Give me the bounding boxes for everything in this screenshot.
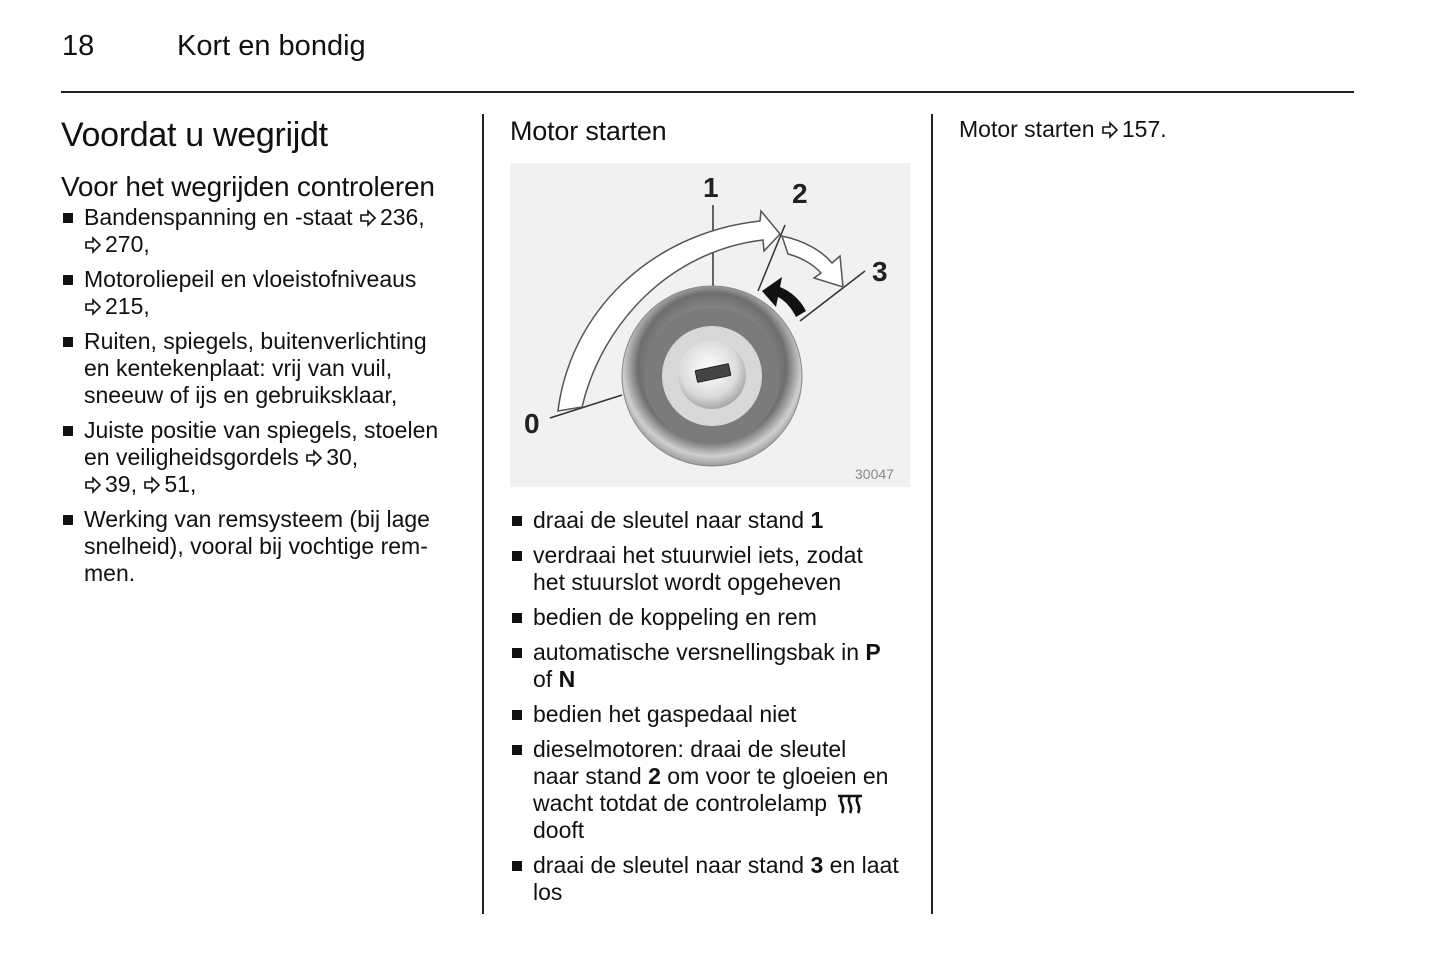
item-text: en veiligheidsgordels xyxy=(84,444,299,470)
list-item xyxy=(510,852,910,906)
checklist xyxy=(61,204,471,587)
item-text: sneeuw of ijs en gebruiksklaar, xyxy=(84,382,398,408)
section-subtitle: Voor het wegrijden controleren xyxy=(61,171,435,202)
item-text: en laat xyxy=(829,852,899,878)
page-title: Kort en bondig xyxy=(177,30,366,62)
list-item xyxy=(61,417,471,498)
item-text: draai de sleutel naar stand xyxy=(533,507,805,533)
reference-text: Motor starten xyxy=(959,116,1095,142)
list-item xyxy=(510,507,910,534)
item-text: verdraai het stuurwiel iets, zodat xyxy=(533,542,863,568)
column-before-driving xyxy=(61,114,471,595)
item-text: en kentekenplaat: vrij van vuil, xyxy=(84,355,393,381)
ignition-diagram xyxy=(510,163,910,487)
item-bold: 3 xyxy=(810,852,824,878)
list-item xyxy=(510,639,910,693)
page-ref[interactable]: 157. xyxy=(1121,116,1167,142)
page-ref-icon xyxy=(305,449,323,467)
item-text: dieselmotoren: draai de sleutel xyxy=(533,736,847,762)
item-text: bedien het gaspedaal niet xyxy=(533,701,797,727)
list-item xyxy=(61,266,471,320)
list-item xyxy=(510,604,910,631)
item-text: om voor te gloeien en xyxy=(667,763,889,789)
list-item xyxy=(510,736,910,844)
page-ref-icon xyxy=(1101,121,1119,139)
item-text: dooft xyxy=(533,817,585,843)
item-text: wacht totdat de controlelamp xyxy=(533,790,828,816)
item-bold: P xyxy=(865,639,881,665)
page-ref[interactable]: 215, xyxy=(105,293,150,319)
list-item xyxy=(510,542,910,596)
page-ref-icon xyxy=(359,209,377,227)
item-text: draai de sleutel naar stand xyxy=(533,852,805,878)
item-text: Ruiten, spiegels, buitenverlichting xyxy=(84,328,427,354)
position-label-3: 3 xyxy=(872,256,888,287)
column-engine-start xyxy=(510,114,910,914)
page-number: 18 xyxy=(62,30,95,62)
page-ref-icon xyxy=(84,476,102,494)
page-ref[interactable]: 236, xyxy=(379,204,425,230)
page-ref[interactable]: 39, xyxy=(105,471,137,497)
item-text: los xyxy=(533,879,563,905)
item-text: Werking van remsysteem (bij lage xyxy=(84,506,430,532)
column-reference xyxy=(959,114,1339,144)
section-title: Motor starten xyxy=(510,116,667,146)
item-text: bedien de koppeling en rem xyxy=(533,604,817,630)
position-label-1: 1 xyxy=(703,172,719,203)
page-ref-icon xyxy=(84,298,102,316)
arrow-to-position-3 xyxy=(782,236,843,287)
figure-code: 30047 xyxy=(855,466,894,482)
item-text: automatische versnellingsbak in xyxy=(533,639,860,665)
item-bold: 2 xyxy=(648,763,661,789)
list-item xyxy=(61,328,471,409)
item-bold: N xyxy=(558,666,576,692)
item-text: naar stand xyxy=(533,763,642,789)
item-text: snelheid), vooral bij vochtige rem- xyxy=(84,533,428,559)
page-ref-icon xyxy=(143,476,161,494)
item-text: men. xyxy=(84,560,136,586)
item-text: Motoroliepeil en vloeistofniveaus xyxy=(84,266,417,292)
item-text: Juiste positie van spiegels, stoelen xyxy=(84,417,439,443)
column-divider xyxy=(931,114,933,914)
section-title: Voordat u wegrijdt xyxy=(61,116,328,154)
list-item xyxy=(510,701,910,728)
page-ref[interactable]: 51, xyxy=(164,471,197,497)
list-item xyxy=(61,506,471,587)
position-label-2: 2 xyxy=(792,178,808,209)
page-ref[interactable]: 30, xyxy=(326,444,359,470)
item-bold: 1 xyxy=(810,507,824,533)
page-ref[interactable]: 270, xyxy=(105,231,150,257)
glow-plug-icon xyxy=(835,793,865,815)
position-label-0: 0 xyxy=(524,408,540,439)
header-rule xyxy=(61,91,1354,93)
item-text: Bandenspanning en -staat xyxy=(84,204,353,230)
item-text: of xyxy=(533,666,553,692)
ignition-figure xyxy=(510,163,910,487)
start-steps xyxy=(510,507,910,906)
page-ref-icon xyxy=(84,236,102,254)
column-divider xyxy=(482,114,484,914)
list-item xyxy=(61,204,471,258)
item-text: het stuurslot wordt opgeheven xyxy=(533,569,842,595)
